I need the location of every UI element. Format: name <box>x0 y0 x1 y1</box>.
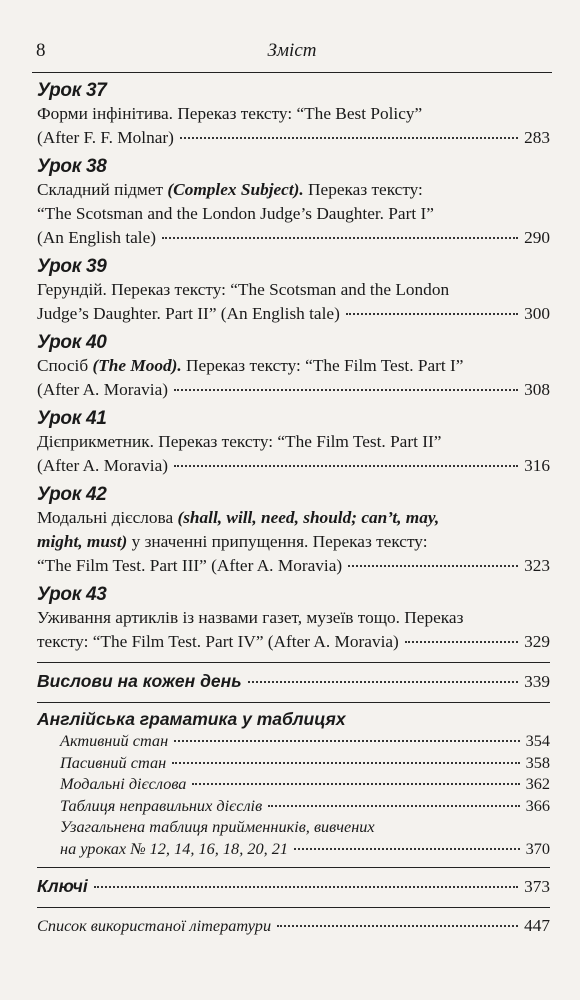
page-ref: 329 <box>524 632 550 651</box>
toc-entry-lesson-42[interactable] <box>37 484 550 578</box>
dot-leader <box>405 641 518 643</box>
toc-entry-keys[interactable] <box>37 874 550 899</box>
entry-text: Спосіб <box>37 356 93 375</box>
toc-subentry[interactable] <box>37 795 550 817</box>
entry-term: might, must) <box>37 532 128 551</box>
dot-leader <box>162 237 518 239</box>
entry-line: Уживання артиклів із назвами газет, музеїв тощо. Переказ <box>37 608 464 627</box>
entry-line: Форми інфінітива. Переказ тексту: “The Best Policy” <box>37 104 423 123</box>
subentry-label: Таблиця неправильних дієслів <box>60 795 263 815</box>
entry-line: Judge’s Daughter. Part II” (An English tale) <box>37 304 340 323</box>
dot-leader <box>268 805 519 807</box>
divider <box>37 702 550 703</box>
toc-entry-lesson-40[interactable] <box>37 332 550 402</box>
dot-leader <box>174 740 519 742</box>
toc-subentry-prepositions[interactable] <box>37 816 550 859</box>
lesson-title: Урок 42 <box>37 484 107 505</box>
toc-entry-lesson-43[interactable] <box>37 584 550 654</box>
entry-term: (Complex Subject). <box>167 180 304 199</box>
dot-leader <box>192 783 519 785</box>
toc-subentry[interactable] <box>37 730 550 752</box>
entry-line: “The Film Test. Part III” (After A. Moravia) <box>37 556 343 575</box>
entry-text: Складний підмет <box>37 180 168 199</box>
toc-subentry[interactable] <box>37 752 550 774</box>
section-title: Англійська граматика у таблицях <box>37 709 346 729</box>
entry-term: (shall, will, need, should; can’t, may, <box>177 508 440 527</box>
toc-subentry[interactable] <box>37 773 550 795</box>
toc-entry-lesson-37[interactable] <box>37 80 550 150</box>
entry-text: Переказ тексту: “The Film Test. Part I” <box>181 356 464 375</box>
entry-term: (The Mood). <box>92 356 182 375</box>
dot-leader <box>174 465 518 467</box>
entry-text: Переказ тексту: <box>303 180 423 199</box>
entry-line: Герундій. Переказ тексту: “The Scotsman and the London <box>37 280 450 299</box>
page-ref: 362 <box>525 774 550 793</box>
toc-entry-lesson-41[interactable] <box>37 408 550 478</box>
dot-leader <box>94 886 518 888</box>
subentry-label: на уроках № 12, 14, 16, 18, 20, 21 <box>60 838 289 858</box>
page-ref: 447 <box>524 916 550 935</box>
toc-entry-lesson-38[interactable] <box>37 156 550 250</box>
divider <box>37 867 550 868</box>
entry-line: (After A. Moravia) <box>37 380 169 399</box>
toc-entry-lesson-39[interactable] <box>37 256 550 326</box>
subentry-label: Узагальнена таблиця прийменників, вивчених <box>60 817 375 836</box>
entry-line: “The Scotsman and the London Judge’s Daughter. Part I” <box>37 204 434 223</box>
dot-leader <box>277 925 518 927</box>
lesson-title: Урок 40 <box>37 332 107 353</box>
section-title: Список використаної літератури <box>37 916 272 935</box>
lesson-title: Урок 41 <box>37 408 107 429</box>
page-number: 8 <box>36 40 46 61</box>
lesson-title: Урок 39 <box>37 256 107 277</box>
lesson-title: Урок 37 <box>37 80 107 101</box>
page-ref: 373 <box>524 877 550 896</box>
entry-text: у значенні припущення. Переказ тексту: <box>127 532 428 551</box>
page-ref: 339 <box>524 672 550 691</box>
entry-line: Дієприкметник. Переказ тексту: “The Film Test. Part II” <box>37 432 442 451</box>
page-ref: 354 <box>525 731 550 750</box>
toc-entry-grammar <box>37 709 550 859</box>
dot-leader <box>174 389 518 391</box>
lesson-title: Урок 43 <box>37 584 107 605</box>
entry-line: (An English tale) <box>37 228 157 247</box>
dot-leader <box>248 681 518 683</box>
divider <box>37 662 550 663</box>
subentry-label: Активний стан <box>60 731 169 750</box>
page-ref: 290 <box>524 228 550 247</box>
page-ref: 358 <box>525 752 550 772</box>
page-ref: 323 <box>524 556 550 575</box>
section-title: Ключі <box>37 876 88 896</box>
page-ref: 300 <box>524 304 550 323</box>
subentry-label: Модальні дієслова <box>60 774 187 793</box>
header-title: Зміст <box>267 40 317 61</box>
page-ref: 283 <box>524 128 550 147</box>
entry-line: (After A. Moravia) <box>37 456 169 475</box>
lesson-title: Урок 38 <box>37 156 107 177</box>
dot-leader <box>346 313 518 315</box>
toc <box>37 80 550 938</box>
toc-entry-phrases[interactable] <box>37 669 550 694</box>
divider <box>37 907 550 908</box>
page-ref: 308 <box>524 380 550 399</box>
dot-leader <box>172 762 519 764</box>
dot-leader <box>294 848 520 850</box>
page-ref: 316 <box>524 456 550 475</box>
page-ref: 366 <box>525 795 550 815</box>
entry-line: (After F. F. Molnar) <box>37 128 174 147</box>
section-title: Вислови на кожен день <box>37 671 242 691</box>
page-header <box>32 38 552 73</box>
dot-leader <box>348 565 518 567</box>
entry-line: тексту: “The Film Test. Part IV” (After A. Moravia) <box>37 632 399 651</box>
toc-entry-literature[interactable] <box>37 914 550 938</box>
entry-text: Модальні дієслова <box>37 508 178 527</box>
dot-leader <box>180 137 518 139</box>
page-ref: 370 <box>525 838 550 858</box>
subentry-label: Пасивний стан <box>60 752 167 772</box>
